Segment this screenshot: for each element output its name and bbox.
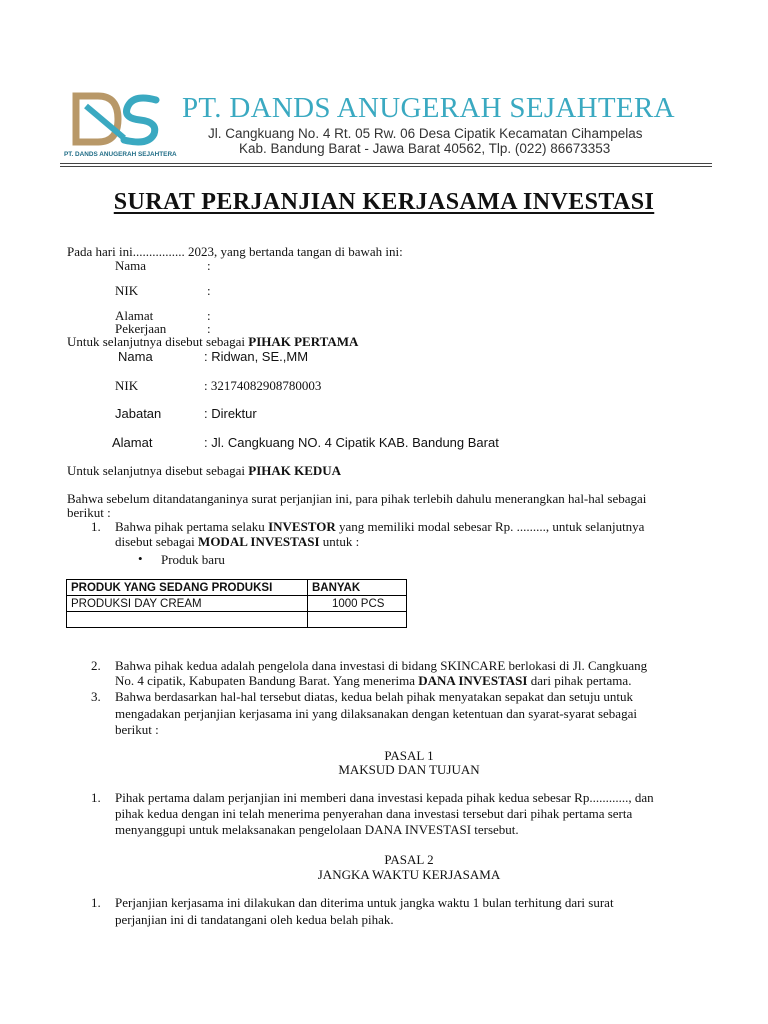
- pasal1-item-number: 1.: [91, 790, 101, 805]
- header-divider: [60, 163, 712, 164]
- table-cell-product: PRODUKSI DAY CREAM: [67, 596, 308, 612]
- pasal2-line1: Perjanjian kerjasama ini dilakukan dan diterima untuk jangka waktu 1 bulan terhitung dari surat: [115, 895, 614, 910]
- item1-line1: Bahwa pihak pertama selaku INVESTOR yang memiliki modal sebesar Rp. ........., untuk selanjutnya: [115, 519, 645, 534]
- party1-name-value: :: [207, 258, 211, 273]
- preamble-line1: Bahwa sebelum ditandatanganinya surat perjanjian ini, para pihak terlebih dahulu menerangkan hal-hal sebagai: [67, 491, 647, 506]
- logo-caption: PT. DANDS ANUGERAH SEJAHTERA: [64, 151, 177, 158]
- party2-position-label: Jabatan: [115, 406, 162, 421]
- preamble-line2: berikut :: [67, 505, 111, 520]
- product-table: [66, 579, 407, 628]
- party2-name-label: Nama: [118, 349, 153, 364]
- party2-position-value: : Direktur: [204, 406, 257, 421]
- party2-name-value: : Ridwan, SE.,MM: [204, 349, 309, 364]
- item2-line2: No. 4 cipatik, Kabupaten Bandung Barat. Yang menerima DANA INVESTASI dari pihak pertama.: [115, 673, 632, 688]
- company-address-line1: Jl. Cangkuang No. 4 Rt. 05 Rw. 06 Desa Cipatik Kecamatan Cihampelas: [208, 126, 643, 141]
- party1-nik-value: :: [207, 283, 211, 298]
- pasal2-subheading: JANGKA WAKTU KERJASAMA: [317, 867, 501, 882]
- bullet-icon: •: [138, 551, 143, 566]
- item1-number: 1.: [91, 519, 101, 534]
- party2-designation: Untuk selanjutnya disebut sebagai PIHAK KEDUA: [67, 463, 342, 478]
- item3-number: 3.: [91, 689, 101, 704]
- party1-address-label: Alamat: [115, 308, 154, 323]
- item1-line2: disebut sebagai MODAL INVESTASI untuk :: [115, 534, 360, 549]
- table-header-product: PRODUK YANG SEDANG PRODUKSI: [67, 580, 308, 596]
- table-row: [67, 612, 407, 628]
- table-header-quantity: BANYAK: [308, 580, 407, 596]
- item3-line1: Bahwa berdasarkan hal-hal tersebut diatas, kedua belah pihak menyatakan sepakat dan setuju untuk: [115, 689, 634, 704]
- pasal2-heading: PASAL 2: [384, 852, 434, 867]
- document-title: SURAT PERJANJIAN KERJASAMA INVESTASI: [113, 189, 655, 215]
- table-header-row: [67, 580, 407, 596]
- header-divider-secondary: [60, 166, 712, 167]
- party1-nik-label: NIK: [115, 283, 139, 298]
- party1-designation: Untuk selanjutnya disebut sebagai PIHAK PERTAMA: [67, 334, 359, 349]
- company-name: PT. DANDS ANUGERAH SEJAHTERA: [182, 92, 675, 124]
- party1-job-label: Pekerjaan: [115, 321, 167, 336]
- item2-line1: Bahwa pihak kedua adalah pengelola dana investasi di bidang SKINCARE berlokasi di Jl. Cangkuang: [115, 658, 648, 673]
- company-logo: [64, 92, 182, 160]
- party1-job-value: :: [207, 321, 211, 336]
- party1-address-value: :: [207, 308, 211, 323]
- party2-nik-value: : 32174082908780003: [204, 378, 322, 393]
- table-row: [67, 596, 407, 612]
- pasal1-line2: pihak kedua dengan ini telah menerima penyerahan dana investasi tersebut dari pihak pertama serta: [115, 806, 633, 821]
- pasal1-subheading: MAKSUD DAN TUJUAN: [338, 762, 480, 777]
- party2-address-value: : Jl. Cangkuang NO. 4 Cipatik KAB. Bandung Barat: [204, 435, 499, 450]
- pasal2-item-number: 1.: [91, 895, 101, 910]
- item2-number: 2.: [91, 658, 101, 673]
- item1-bullet-text: Produk baru: [161, 552, 225, 567]
- party2-address-label: Alamat: [112, 435, 153, 450]
- table-cell-quantity: 1000 PCS: [308, 596, 407, 612]
- table-cell-quantity: [308, 612, 407, 628]
- party2-nik-label: NIK: [115, 378, 139, 393]
- table-cell-product: [67, 612, 308, 628]
- intro-text: Pada hari ini................ 2023, yang bertanda tangan di bawah ini:: [67, 244, 403, 259]
- pasal1-line3: menyanggupi untuk melaksanakan pengelolaan DANA INVESTASI tersebut.: [115, 822, 519, 837]
- pasal1-line1: Pihak pertama dalam perjanjian ini memberi dana investasi kepada pihak kedua sebesar Rp............, dan: [115, 790, 654, 805]
- pasal2-line2: perjanjian ini di tandatangani oleh kedua belah pihak.: [115, 912, 394, 927]
- item3-line2: mengadakan perjanjian kerjasama ini yang dilaksanakan dengan ketentuan dan syarat-syarat sebagai: [115, 706, 637, 721]
- pasal1-heading: PASAL 1: [384, 748, 434, 763]
- party1-name-label: Nama: [115, 258, 147, 273]
- item3-line3: berikut :: [115, 722, 159, 737]
- company-address-line2: Kab. Bandung Barat - Jawa Barat 40562, Tlp. (022) 86673353: [239, 141, 611, 156]
